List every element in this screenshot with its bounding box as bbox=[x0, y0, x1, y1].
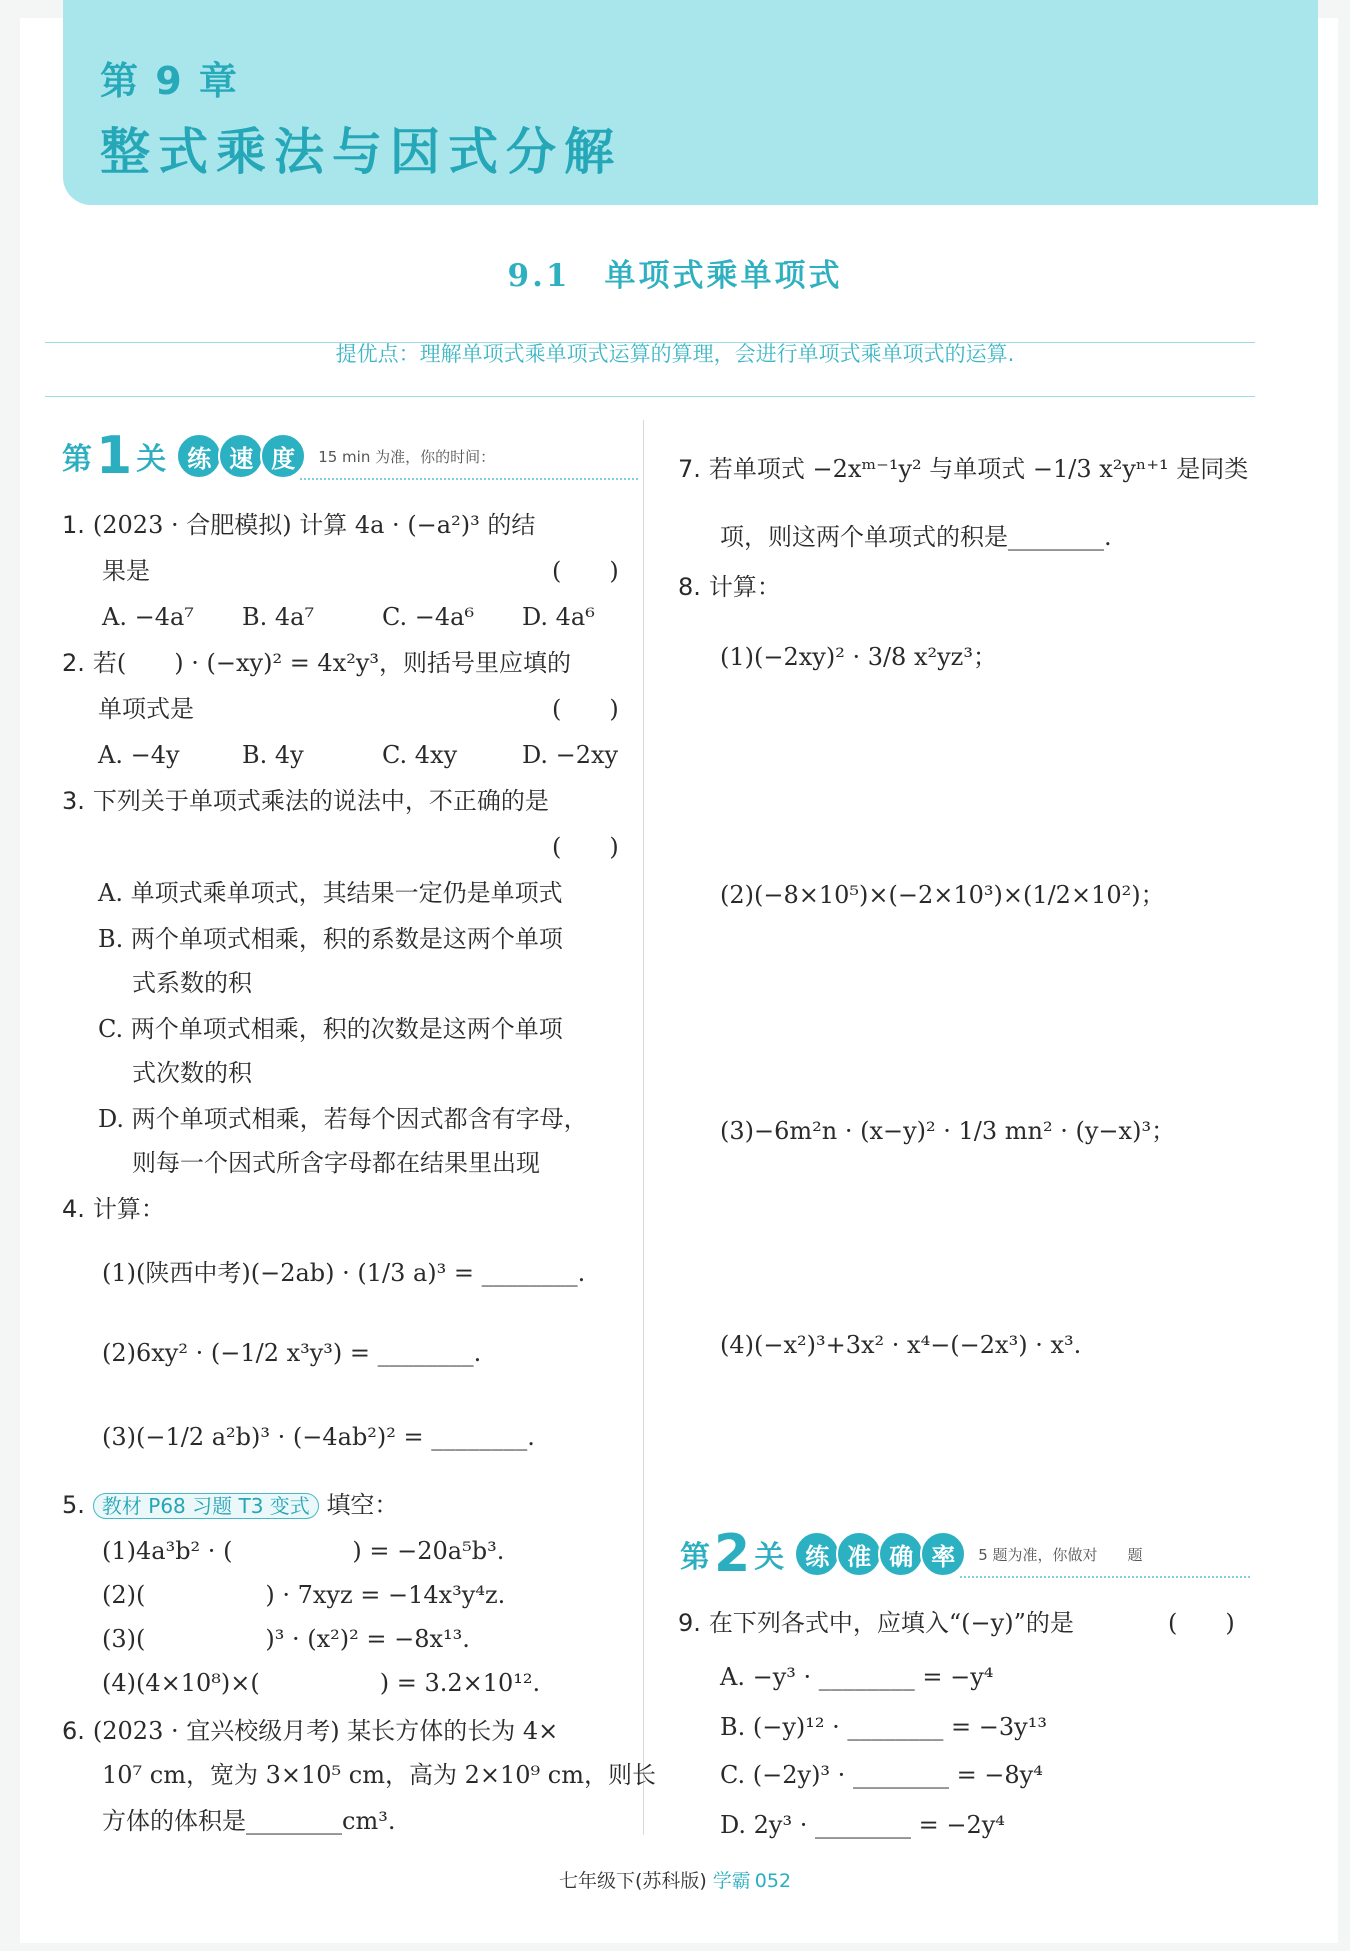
level2-number: 2 bbox=[714, 1524, 751, 1584]
option-a: A. −4a⁷ bbox=[102, 603, 194, 631]
question-text: 填空： bbox=[326, 1491, 399, 1519]
question-4-part-1: (1)(陕西中考)(−2ab) · (1/3 a)³ = ________. bbox=[102, 1259, 586, 1287]
question-number: 2. bbox=[62, 649, 85, 677]
chapter-title: 整式乘法与因式分解 bbox=[100, 123, 622, 181]
option-b: B. (−y)¹² · ________ = −3y¹³ bbox=[720, 1713, 1047, 1741]
question-1 bbox=[62, 510, 535, 541]
question-text: 在下列各式中，应填入“(−y)”的是 bbox=[708, 1609, 1074, 1637]
level2-badge bbox=[794, 1531, 962, 1577]
question-number: 1. bbox=[62, 511, 85, 539]
question-8-part-3: (3)−6m²n · (x−y)² · 1/3 mn² · (y−x)³； bbox=[720, 1117, 1176, 1145]
question-4-part-3: (3)(−1/2 a²b)³ · (−4ab²)² = ________. bbox=[102, 1423, 535, 1451]
level1-badge bbox=[176, 433, 302, 479]
option-d: D. 4a⁶ bbox=[522, 603, 595, 631]
question-5-part-3: (3)( )³ · (x²)² = −8x¹³. bbox=[102, 1625, 470, 1653]
question-2-line2: 单项式是 bbox=[98, 695, 194, 723]
question-2 bbox=[62, 648, 571, 679]
answer-bracket: ( ) bbox=[552, 557, 619, 585]
level2-dotted-line bbox=[960, 1576, 1250, 1578]
question-6-line3: 方体的体积是________cm³. bbox=[102, 1807, 396, 1835]
option-c-cont: 式次数的积 bbox=[132, 1059, 252, 1087]
question-8-part-4: (4)(−x²)³+3x² · x⁴−(−2x³) · x³. bbox=[720, 1331, 1082, 1359]
level1-suffix: 关 bbox=[136, 442, 167, 477]
page-number: 052 bbox=[754, 1870, 792, 1892]
question-text: 下列关于单项式乘法的说法中，不正确的是 bbox=[92, 787, 549, 815]
question-5-part-4: (4)(4×10⁸)×( ) = 3.2×10¹². bbox=[102, 1669, 541, 1697]
level1-number: 1 bbox=[96, 426, 133, 486]
level1-badge-char: 速 bbox=[218, 433, 264, 479]
question-text: 若( ) · (−xy)² = 4x²y³，则括号里应填的 bbox=[92, 649, 572, 677]
question-number: 5. bbox=[62, 1491, 85, 1519]
option-b: B. 4a⁷ bbox=[242, 603, 315, 631]
level2-note: 5 题为准，你做对 题 bbox=[978, 1545, 1143, 1564]
answer-bracket: ( ) bbox=[552, 833, 619, 861]
option-a: A. −4y bbox=[98, 741, 180, 769]
footer-brand: 学霸 bbox=[712, 1870, 751, 1892]
option-a: A. −y³ · ________ = −y⁴ bbox=[720, 1663, 994, 1691]
option-c: C. 4xy bbox=[382, 741, 458, 769]
tip-bottom-rule bbox=[45, 396, 1255, 397]
question-number: 4. bbox=[62, 1195, 85, 1223]
question-5 bbox=[62, 1490, 398, 1521]
option-b: B. 4y bbox=[242, 741, 304, 769]
level2-header bbox=[680, 1524, 1143, 1584]
option-d: D. −2xy bbox=[522, 741, 619, 769]
question-4-part-2: (2)6xy² · (−1/2 x³y³) = ________. bbox=[102, 1339, 482, 1367]
option-b-cont: 式系数的积 bbox=[132, 969, 252, 997]
option-c: C. (−2y)³ · ________ = −8y⁴ bbox=[720, 1761, 1043, 1789]
level2-badge-char: 练 bbox=[794, 1531, 840, 1577]
question-6-line2: 10⁷ cm，宽为 3×10⁵ cm，高为 2×10⁹ cm，则长 bbox=[102, 1761, 656, 1789]
question-4 bbox=[62, 1194, 165, 1225]
question-8 bbox=[678, 572, 781, 603]
option-d: D. 2y³ · ________ = −2y⁴ bbox=[720, 1811, 1005, 1839]
textbook-reference-badge: 教材 P68 习题 T3 变式 bbox=[93, 1493, 319, 1519]
question-text: 若单项式 −2xᵐ⁻¹y² 与单项式 −1/3 x²yⁿ⁺¹ 是同类 bbox=[708, 455, 1249, 483]
level2-prefix: 第 bbox=[680, 1540, 710, 1575]
question-text: 计算： bbox=[92, 1195, 165, 1223]
question-8-part-1: (1)(−2xy)² · 3/8 x²yz³； bbox=[720, 643, 997, 671]
option-b: B. 两个单项式相乘，积的系数是这两个单项 bbox=[98, 925, 563, 953]
column-divider bbox=[643, 420, 644, 1835]
option-d-cont: 则每一个因式所含字母都在结果里出现 bbox=[132, 1149, 540, 1177]
level1-prefix: 第 bbox=[62, 442, 92, 477]
question-number: 6. bbox=[62, 1717, 85, 1745]
question-number: 8. bbox=[678, 573, 701, 601]
question-number: 7. bbox=[678, 455, 701, 483]
question-text: (2023 · 宜兴校级月考) 某长方体的长为 4× bbox=[92, 1717, 559, 1745]
level1-header bbox=[62, 426, 496, 486]
level2-badge-char: 准 bbox=[836, 1531, 882, 1577]
option-a: A. 单项式乘单项式，其结果一定仍是单项式 bbox=[98, 879, 563, 907]
level2-badge-char: 确 bbox=[878, 1531, 924, 1577]
level2-suffix: 关 bbox=[754, 1540, 785, 1575]
level1-badge-char: 练 bbox=[176, 433, 222, 479]
answer-bracket: ( ) bbox=[1168, 1609, 1235, 1637]
tip-text: 提优点：理解单项式乘单项式运算的算理，会进行单项式乘单项式的运算. bbox=[335, 342, 1015, 366]
question-6 bbox=[62, 1716, 558, 1747]
question-8-part-2: (2)(−8×10⁵)×(−2×10³)×(1/2×10²)； bbox=[720, 881, 1165, 909]
option-d: D. 两个单项式相乘，若每个因式都含有字母， bbox=[98, 1105, 588, 1133]
answer-bracket: ( ) bbox=[552, 695, 619, 723]
level2-badge-char: 率 bbox=[920, 1531, 966, 1577]
question-9 bbox=[678, 1608, 1074, 1639]
question-7-line2: 项，则这两个单项式的积是________. bbox=[720, 523, 1112, 551]
section-title: 9.1 单项式乘单项式 bbox=[507, 258, 843, 294]
question-5-part-2: (2)( ) · 7xyz = −14x³y⁴z. bbox=[102, 1581, 506, 1609]
question-7 bbox=[678, 454, 1248, 485]
question-5-part-1: (1)4a³b² · ( ) = −20a⁵b³. bbox=[102, 1537, 505, 1565]
question-text: 计算： bbox=[708, 573, 781, 601]
page-footer bbox=[0, 1866, 1350, 1893]
chapter-number: 第 9 章 bbox=[100, 59, 239, 103]
level1-dotted-line bbox=[300, 478, 638, 480]
question-number: 9. bbox=[678, 1609, 701, 1637]
option-c: C. −4a⁶ bbox=[382, 603, 475, 631]
question-3 bbox=[62, 786, 549, 817]
question-1-line2: 果是 bbox=[102, 557, 150, 585]
question-text: (2023 · 合肥模拟) 计算 4a · (−a²)³ 的结 bbox=[92, 511, 536, 539]
option-c: C. 两个单项式相乘，积的次数是这两个单项 bbox=[98, 1015, 563, 1043]
level1-badge-char: 度 bbox=[260, 433, 306, 479]
question-number: 3. bbox=[62, 787, 85, 815]
level1-note: 15 min 为准，你的时间： bbox=[318, 447, 496, 466]
footer-grade: 七年级下(苏科版) bbox=[558, 1870, 707, 1892]
